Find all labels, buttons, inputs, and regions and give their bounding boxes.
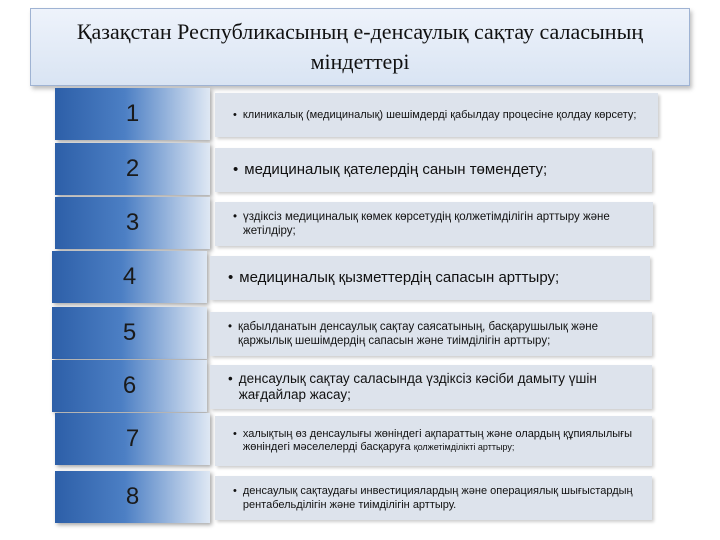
task-row: [0, 307, 720, 361]
task-box: [215, 202, 653, 246]
task-row: [0, 143, 720, 197]
task-number: 7: [125, 425, 140, 452]
task-text: медициналық қызметтердің сапасын арттыру;: [239, 269, 560, 286]
task-text: медициналық қателердің санын төмендету;: [244, 161, 548, 178]
bullet: •: [233, 211, 238, 223]
task-text: қабылданатын денсаулық сақтау саясатының, басқарушылық және қаржылық шешімдердің сапасын және тиімділігін арттыру;: [238, 321, 598, 347]
task-text: клиникалық (медициналық) шешімдерді қабылдау процесіне қолдау көрсету;: [242, 109, 637, 121]
task-number: 8: [125, 483, 140, 510]
task-number: 4: [122, 263, 137, 290]
task-row: [0, 88, 720, 142]
bullet: •: [228, 371, 233, 386]
number-tab: [55, 143, 210, 195]
task-box: [215, 93, 658, 137]
bullet: •: [228, 321, 233, 333]
task-box: [210, 312, 652, 356]
task-box: [210, 256, 650, 300]
number-tab: [52, 307, 207, 359]
task-text: үздіксіз медициналық көмек көрсетудің қолжетімділігін арттыру және жетілдіру;: [243, 211, 610, 237]
task-row: [0, 360, 720, 414]
title-line-2: міндеттері: [310, 49, 410, 74]
task-row: [0, 197, 720, 251]
bullet: •: [233, 109, 237, 121]
task-number: 3: [125, 209, 140, 236]
task-text: денсаулық сақтау саласында үздіксіз кәсіби дамыту үшін жағдайлар жасау;: [238, 371, 597, 402]
bullet: •: [233, 485, 237, 497]
number-tab: [55, 88, 210, 140]
task-text: денсаулық сақтаудағы инвестициялардың және операциялық шығыстардың рентабельділігін және тиімділігін арттыру.: [242, 485, 633, 511]
number-tab: [55, 197, 210, 249]
task-row: [0, 251, 720, 305]
task-number: 1: [125, 100, 140, 127]
task-box: [210, 365, 652, 409]
task-box: [215, 148, 652, 192]
bullet: •: [233, 428, 237, 440]
task-row: [0, 471, 720, 525]
task-text-suffix: қолжетімділікті арттыру;: [413, 442, 515, 452]
task-text: халықтың өз денсаулығы жөніндегі ақпараттың және олардың құпиялылығы жөніндегі мәселелерді басқаруға: [242, 428, 633, 453]
slide-title: [30, 8, 690, 86]
number-tab: [52, 251, 207, 303]
number-tab: [52, 360, 207, 412]
task-number: 5: [122, 319, 137, 346]
number-tab: [55, 413, 210, 465]
number-tab: [55, 471, 210, 523]
title-line-1: Қазақстан Республикасының е-денсаулық сақтау саласының: [76, 19, 644, 44]
bullet: •: [228, 269, 234, 286]
bullet: •: [233, 161, 239, 178]
task-box: [215, 476, 652, 520]
task-number: 2: [125, 155, 140, 182]
task-row: [0, 413, 720, 467]
task-box: [215, 416, 652, 466]
task-number: 6: [122, 372, 137, 399]
